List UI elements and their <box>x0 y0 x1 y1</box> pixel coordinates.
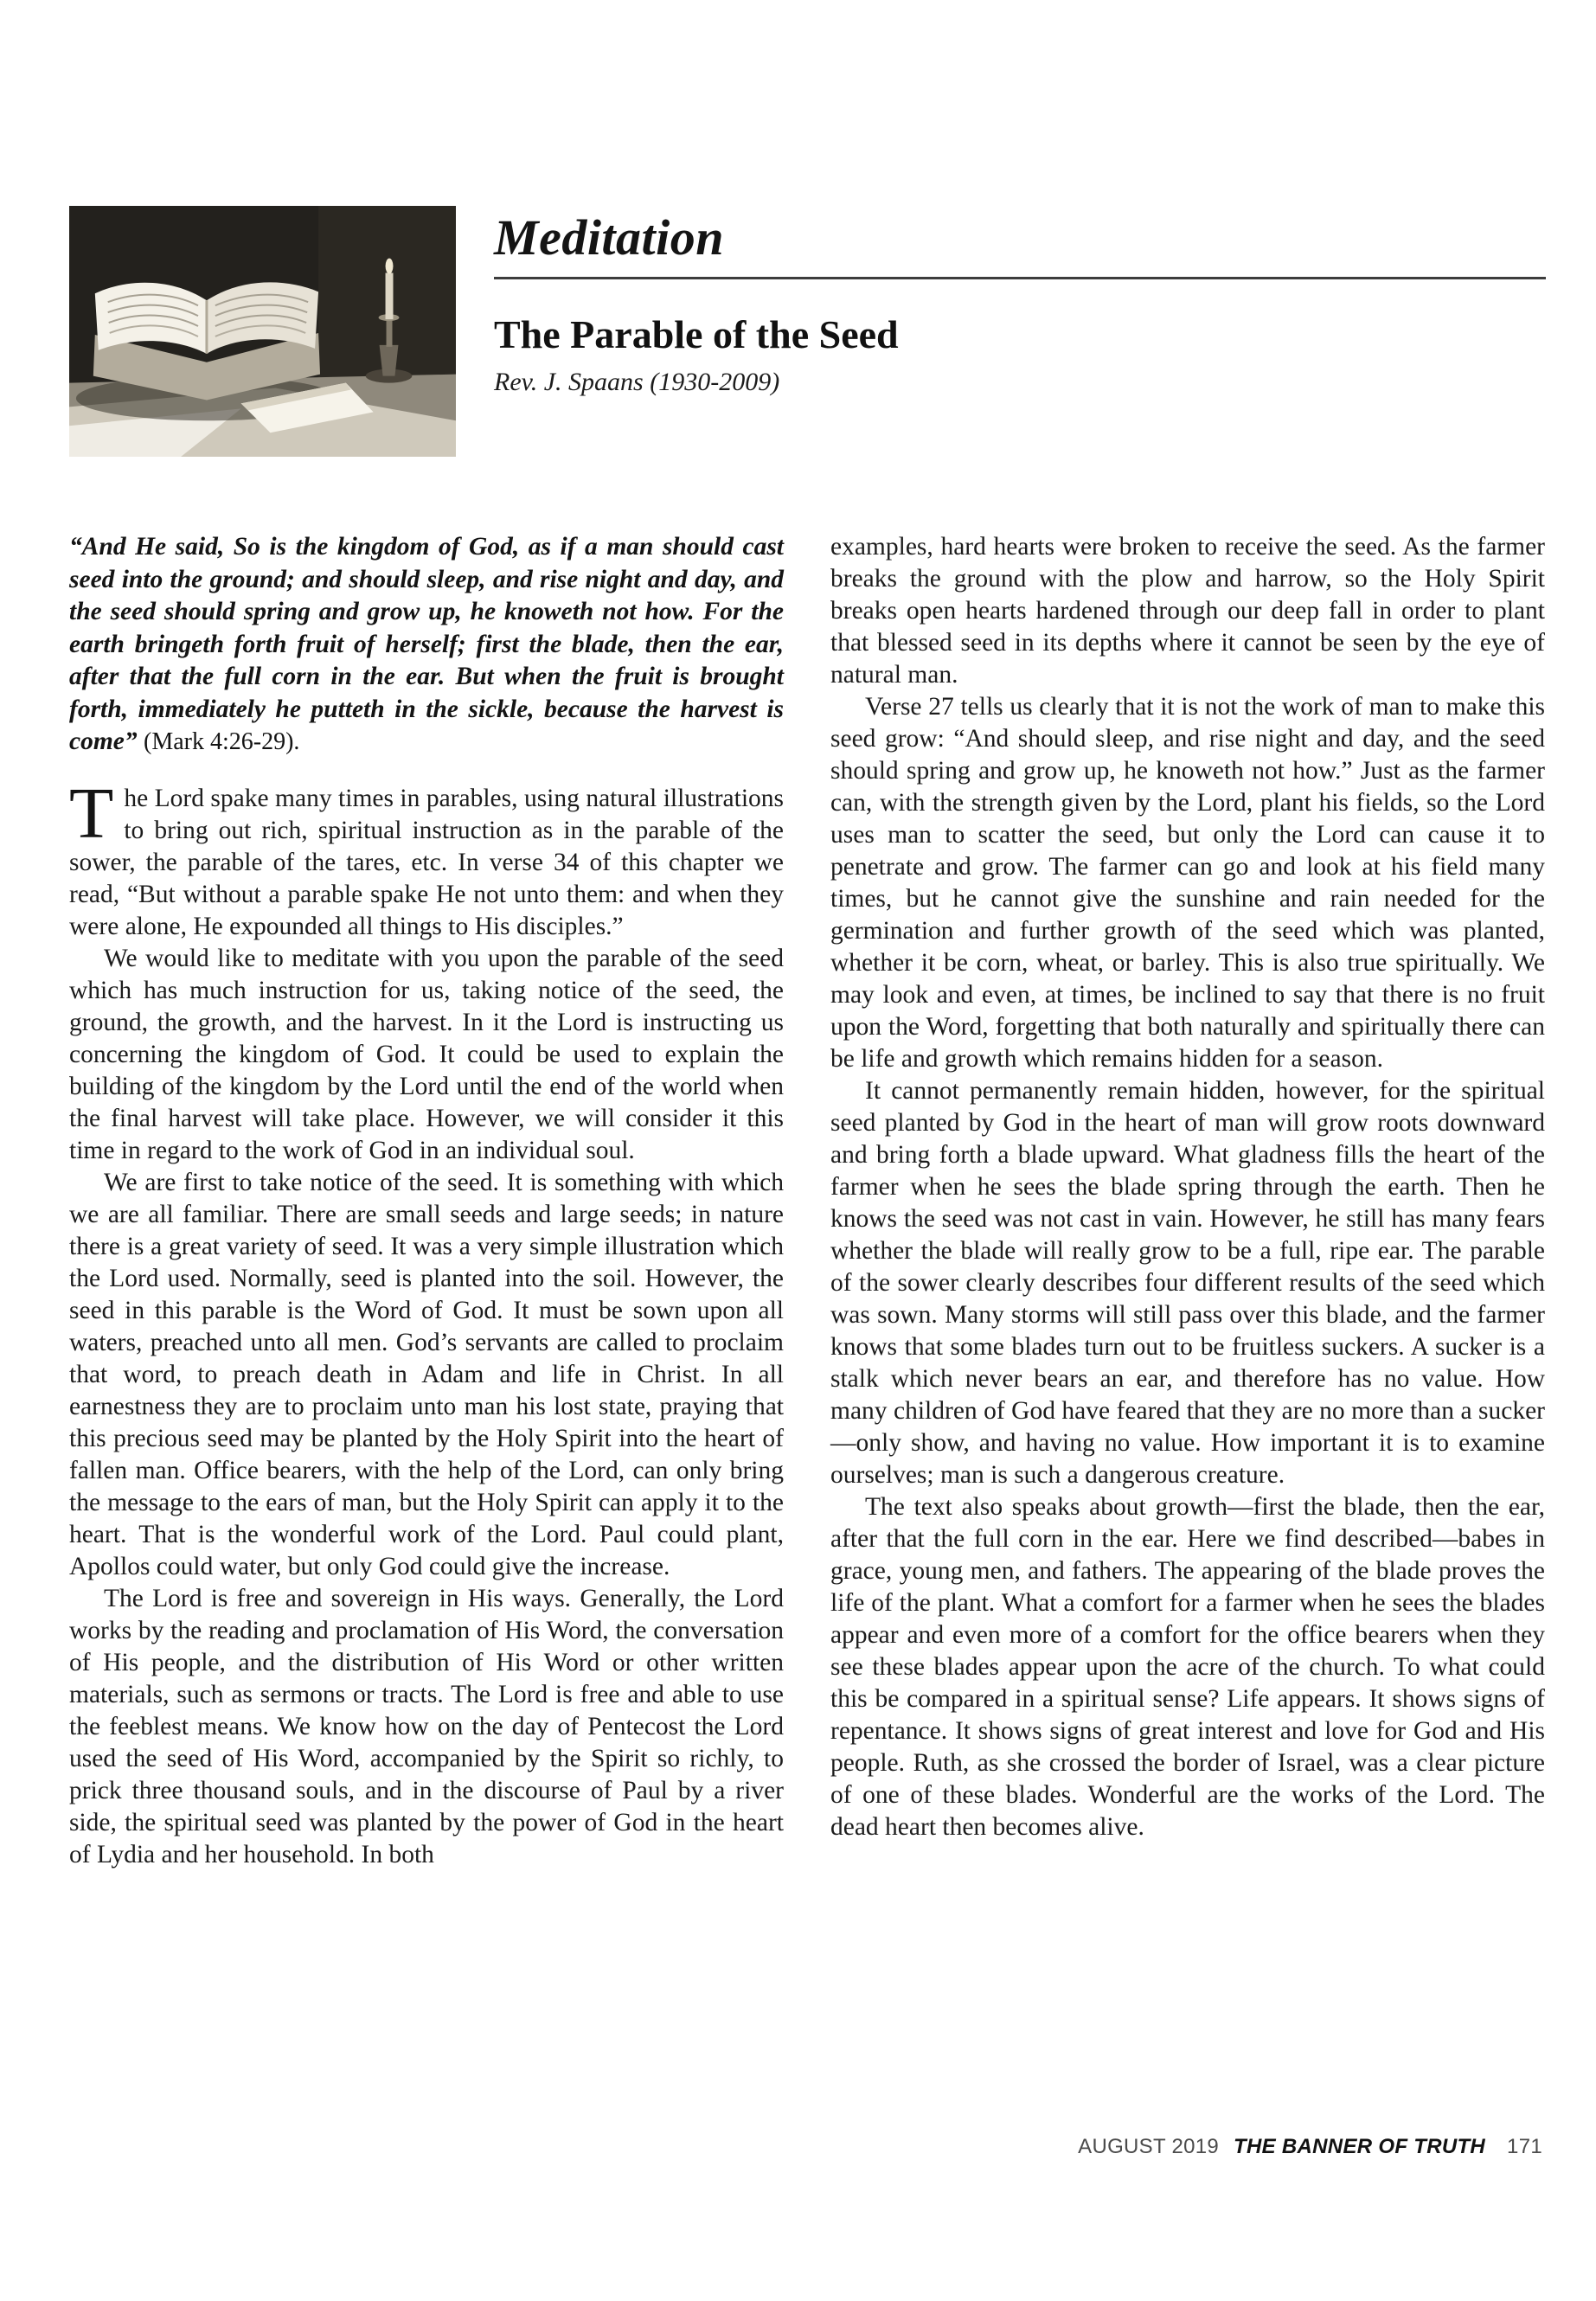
article-body <box>69 531 1546 1871</box>
article-title: The Parable of the Seed <box>494 312 899 356</box>
issue-date: AUGUST 2019 <box>1078 2135 1220 2158</box>
paragraph: We would like to meditate with you upon the parable of the seed which has much instruction for us, taking notice of the seed, the ground, the growth, and the harvest. In it the Lord is instructing us concerning the kingdom of God. It could be used to explain the building of the kingdom by the Lord until the end of the world when the final harvest will take place. However, we will consider it this time in regard to the work of God in an individual soul. <box>69 944 784 1164</box>
scripture-quote <box>69 531 784 759</box>
open-bible-icon <box>69 206 456 457</box>
paragraph: Verse 27 tells us clearly that it is not the work of man to make this seed grow: “And should sleep, and rise night and day, and the seed should spring and grow up, he knoweth not how.” Just as the farmer can, with the strength given by the Lord, plant his fields, so the Lord uses man to scatter the seed, but only the Lord can cause it to penetrate and grow. The farmer can go and look at his field many times, but he cannot give the sunshine and rain needed for the germination and further growth of the seed which was planted, whether it be corn, wheat, or barley. This is also true spiritually. We may look and even, at times, be inclined to say that there is no fruit upon the Word, forgetting that both naturally and spiritually there can be life and growth which remains hidden for a season. <box>830 693 1545 1073</box>
paragraph-dropcap <box>69 772 784 943</box>
drop-cap: T <box>69 772 114 854</box>
paragraph: It cannot permanently remain hidden, however, for the spiritual seed planted by God in the heart of man will grow roots downward and bring forth a blade upward. What gladness fills the heart of the farmer when he sees the blade spring through the earth. Then he knows the seed was not cast in vain. However, he still has many fears whether the blade will really grow to be a full, ripe ear. The parable of the sower clearly describes four different results of the seed which was sown. Many storms will still pass over this blade, and the farmer knows that some blades turn out to be fruitless suckers. A sucker is a stalk which never bears an ear, and therefore has no value. How many children of God have feared that they are no more than a sucker—only show, and having no value. How important it is to examine ourselves; man is such a dangerous creature. <box>830 1077 1545 1489</box>
left-column <box>69 531 784 1871</box>
right-column <box>830 531 1545 1871</box>
article-header <box>69 206 1546 457</box>
paragraph: The Lord is free and sovereign in His ways. Generally, the Lord works by the reading and proclamation of His Word, the conversation of His people, and the distribution of His Word or other written materials, such as sermons or tracts. The Lord is free and able to use the feeblest means. We know how on the day of Pentecost the Lord used the seed of His Word, accompanied by the Spirit so richly, to prick three thousand souls, and in the discourse of Paul by a river side, the spiritual seed was planted by the power of God in the heart of Lydia and her household. In both <box>69 1584 784 1868</box>
paragraph-text: he Lord spake many times in parables, using natural illustrations to bring out rich, spiritual instruction as in the parable of the sower, the parable of the tares, etc. In verse 34 of this chapter we read, “But without a parable spake He not unto them: and when they were alone, He expounded all things to His disciples.” <box>69 784 784 940</box>
scripture-reference: (Mark 4:26-29). <box>144 728 300 755</box>
section-rule <box>494 277 1546 279</box>
section-title: Meditation <box>494 209 725 266</box>
paragraph: We are first to take notice of the seed. It is something with which we are all familiar. There are small seeds and large seeds; in nature there is a great variety of seed. It was a very simple illustration which the Lord used. Normally, seed is planted into the soil. However, the seed in this parable is the Word of God. It must be sown upon all waters, preached unto all men. God’s servants are called to proclaim that word, to preach death in Adam and life in Christ. In all earnestness they are to proclaim unto man his lost state, praying that this precious seed may be planted by the Holy Spirit into the heart of fallen man. Office bearers, with the help of the Lord, can only bring the message to the ears of man, but the Holy Spirit can apply it to the heart. That is the wonderful work of the Lord. Paul could plant, Apollos could water, but only God could give the increase. <box>69 1168 784 1580</box>
page-footer <box>1078 2135 1542 2159</box>
bible-candle-illustration <box>69 206 456 457</box>
paragraph: The text also speaks about growth—first the blade, then the ear, after that the full corn in the ear. Here we find described—babes in grace, young men, and fathers. The appearing of the blade proves the life of the plant. What a comfort for a farmer when he sees the blades appear and even more of a comfort for the office bearers when they see these blades appear upon the acre of the church. To what could this be compared in a spiritual sense? Life appears. It shows signs of repentance. It shows signs of great interest and love for God and His people. Ruth, as she crossed the border of Israel, was a clear picture of one of these blades. Wonderful are the works of the Lord. The dead heart then becomes alive. <box>830 1493 1545 1841</box>
scripture-quote-text: “And He said, So is the kingdom of God, as if a man should cast seed into the ground; and should sleep, and rise night and day, and the seed should spring and grow up, he knoweth not how. For the earth bringeth forth fruit of herself; first the blade, then the ear, after that the full corn in the ear. But when the fruit is brought forth, immediately he putteth in the sickle, because the harvest is come” <box>69 533 784 755</box>
page-number: 171 <box>1507 2135 1542 2158</box>
magazine-title: THE BANNER OF TRUTH <box>1234 2135 1486 2158</box>
author-byline: Rev. J. Spaans (1930-2009) <box>494 368 780 397</box>
header-text <box>494 206 1546 397</box>
paragraph: examples, hard hearts were broken to receive the seed. As the farmer breaks the ground with the plow and harrow, so the Holy Spirit breaks open hearts hardened through our deep fall in order to plant that blessed seed in its depths where it cannot be seen by the eye of natural man. <box>830 533 1545 689</box>
